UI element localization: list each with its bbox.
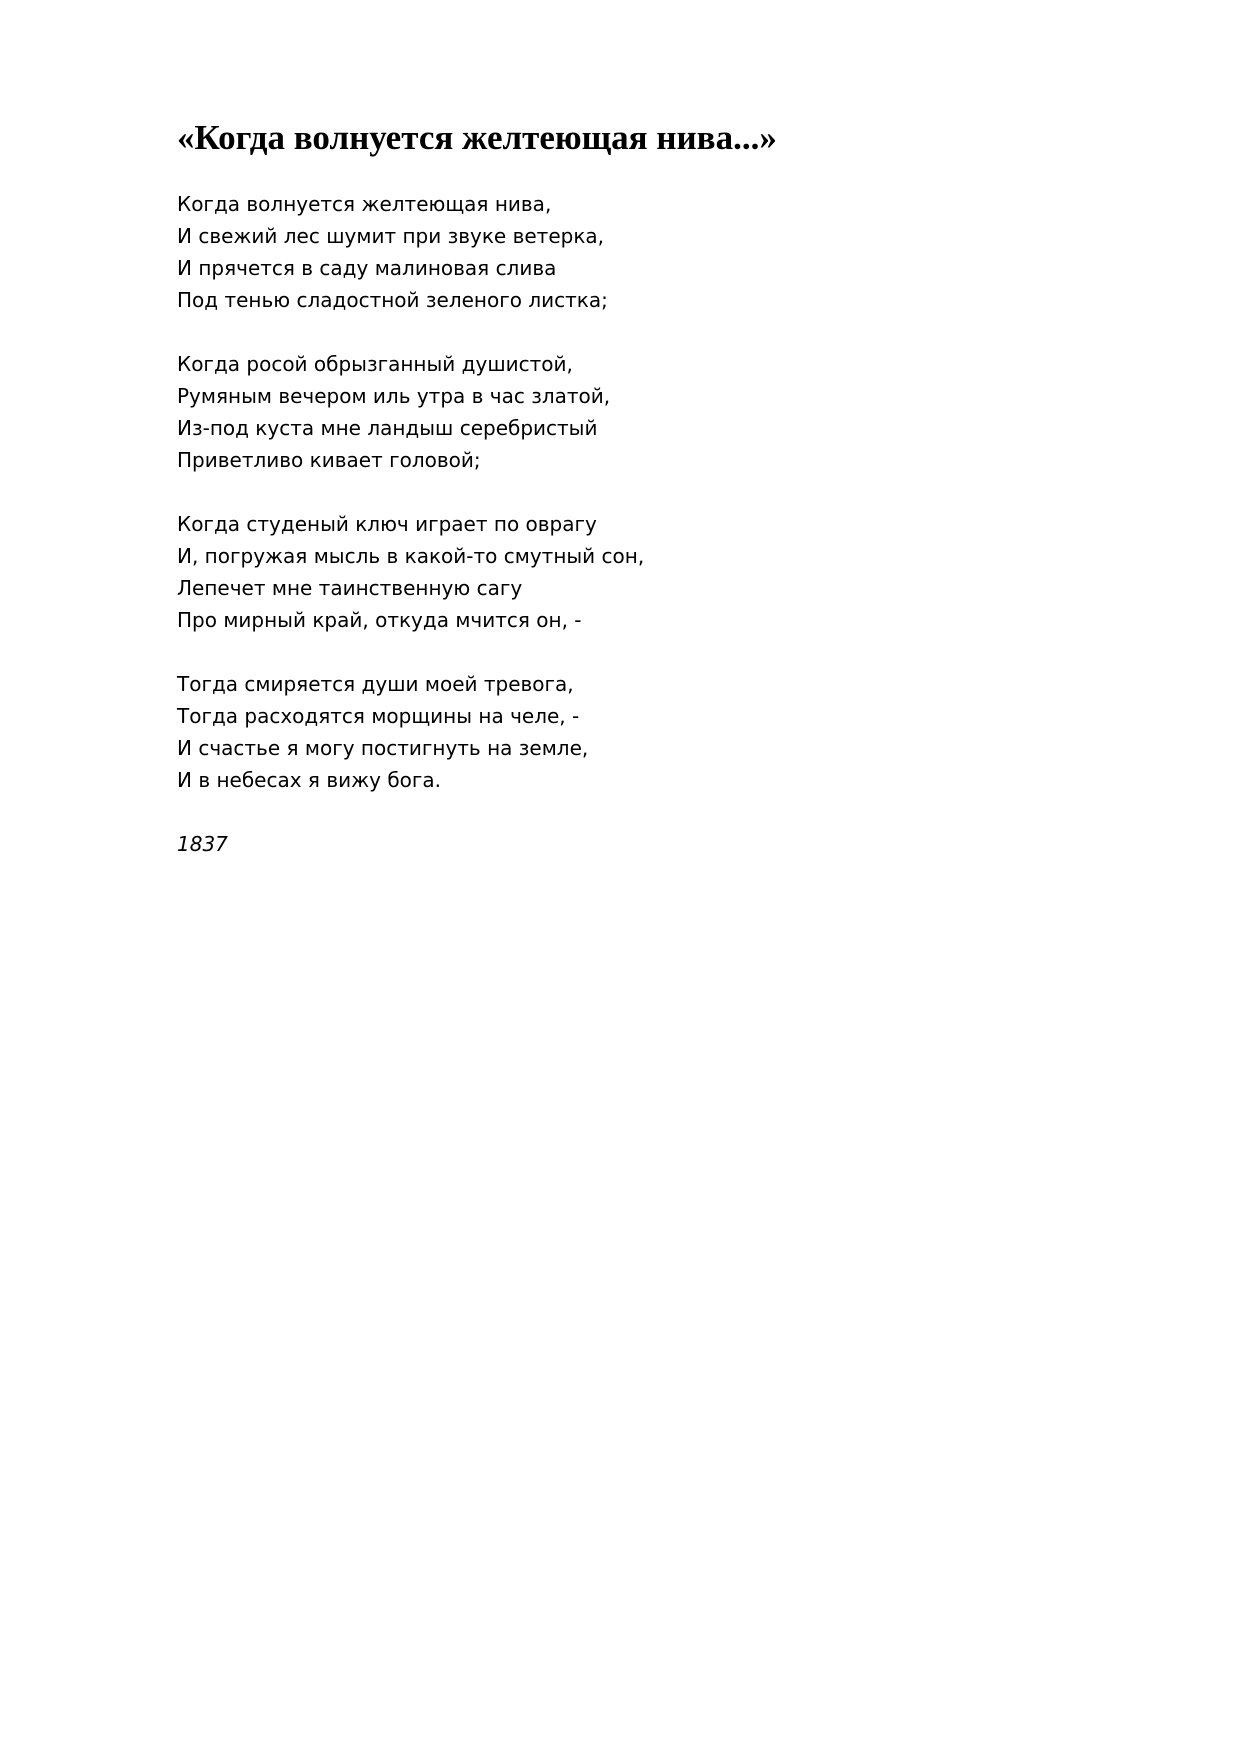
stanza-2 — [177, 348, 1077, 476]
poem-line: Когда студеный ключ играет по оврагу — [177, 512, 597, 536]
stanza-1 — [177, 188, 1077, 316]
poem-line: И свежий лес шумит при звуке ветерка, — [177, 224, 605, 248]
poem-line: И, погружая мысль в какой-то смутный сон, — [177, 544, 645, 568]
stanza-3 — [177, 508, 1077, 636]
poem-line: И прячется в саду малиновая слива — [177, 256, 557, 280]
poem-line: Когда волнуется желтеющая нива, — [177, 192, 552, 216]
poem-line: Тогда расходятся морщины на челе, - — [177, 704, 580, 728]
poem-line: Про мирный край, откуда мчится он, - — [177, 608, 582, 632]
poem-line: Тогда смиряется души моей тревога, — [177, 672, 574, 696]
poem-date: 1837 — [177, 832, 228, 856]
poem-line: Лепечет мне таинственную сагу — [177, 576, 523, 600]
poem-content — [177, 112, 1077, 860]
poem-title: «Когда волнуется желтеющая нива...» — [177, 118, 777, 157]
poem-line: Приветливо кивает головой; — [177, 448, 481, 472]
poem-line: Румяным вечером иль утра в час златой, — [177, 384, 611, 408]
poem-line: Когда росой обрызганный душистой, — [177, 352, 573, 376]
poem-line: Под тенью сладостной зеленого листка; — [177, 288, 608, 312]
poem-line: Из-под куста мне ландыш серебристый — [177, 416, 598, 440]
poem-line: И в небесах я вижу бога. — [177, 768, 442, 792]
poem-line: И счастье я могу постигнуть на земле, — [177, 736, 589, 760]
stanza-4 — [177, 668, 1077, 796]
